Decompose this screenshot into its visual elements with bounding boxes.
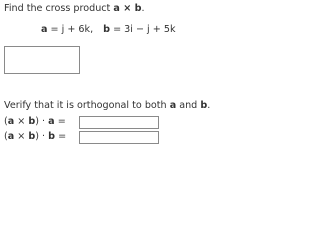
vector-b-symbol: b [28,131,36,142]
dot-vector-symbol: b [48,131,56,142]
cross-symbol: × [14,116,29,127]
verify-vector-b: b [200,100,208,111]
cross-product-answer-input[interactable] [4,46,80,74]
paren-close-dot: ) · [35,131,49,142]
dot-product-b-label [4,131,66,143]
verify-text [4,100,210,112]
vector-a-symbol: a [7,131,15,142]
cross-product-expression: a × b [113,3,142,14]
equals-sign: = [55,131,67,142]
paren-open: ( [4,131,8,142]
vector-a-definition: = j + 6k, [47,24,94,35]
question-text [4,3,145,15]
vector-b-name: b [103,24,111,35]
verify-vector-a: a [169,100,177,111]
vector-a-name: a [41,24,48,35]
question-prefix: Find the cross product [4,3,114,14]
vector-a-symbol: a [7,116,15,127]
dot-product-a-input[interactable] [79,116,159,129]
verify-prefix: Verify that it is orthogonal to both [4,100,170,111]
equals-sign: = [54,116,66,127]
verify-and: and [176,100,201,111]
vector-b-symbol: b [28,116,36,127]
paren-close-dot: ) · [35,116,49,127]
dot-product-b-input[interactable] [79,131,159,144]
dot-product-a-label [4,116,66,128]
question-suffix: . [141,3,145,14]
vector-definitions [41,24,176,36]
cross-symbol: × [14,131,29,142]
verify-suffix: . [207,100,211,111]
paren-open: ( [4,116,8,127]
vector-b-definition: = 3i − j + 5k [110,24,176,35]
dot-vector-symbol: a [48,116,55,127]
